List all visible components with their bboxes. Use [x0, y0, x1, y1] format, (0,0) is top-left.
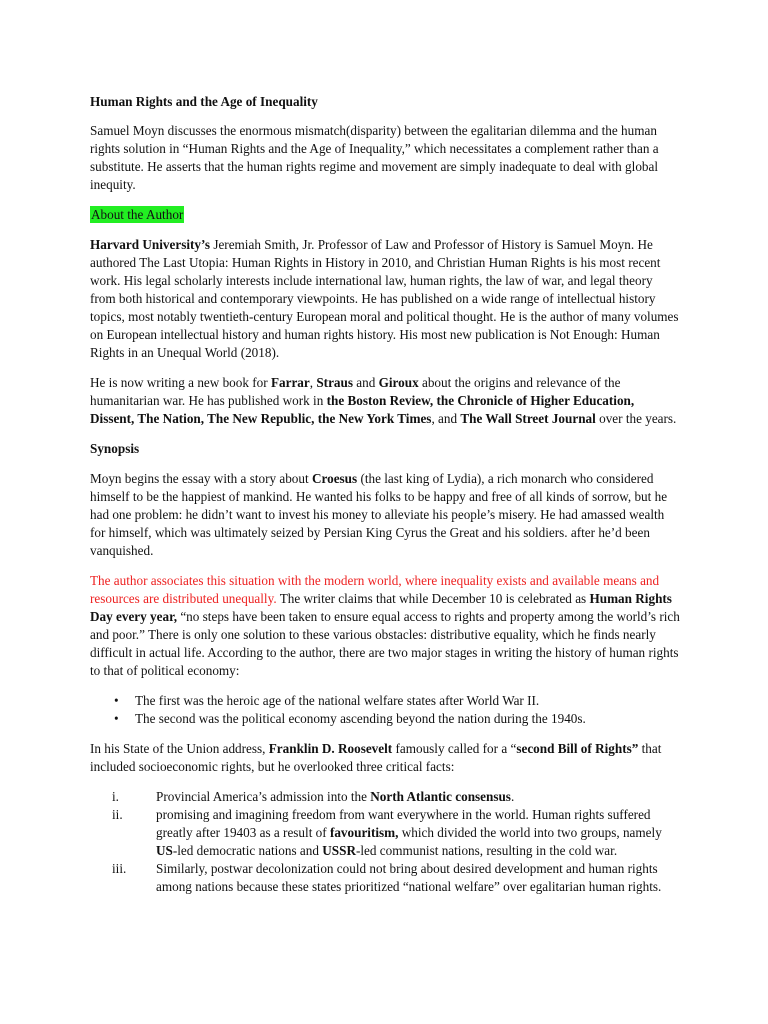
synopsis-paragraph-1 — [90, 470, 680, 560]
list-item: • The second was the political economy ascending beyond the nation during the 1940s. — [90, 710, 680, 728]
fact-bold: USSR — [322, 843, 356, 858]
about-p2-bold-farrar: Farrar — [270, 375, 310, 390]
list-item: • The first was the heroic age of the national welfare states after World War II. — [90, 692, 680, 710]
about-bold-university: Harvard University’s — [90, 237, 211, 252]
synopsis-p1-text-1: Moyn begins the essay with a story about — [90, 471, 312, 486]
list-item — [90, 860, 680, 896]
about-heading: About the Author — [91, 207, 184, 222]
fact-bold: North Atlantic consensus — [370, 789, 511, 804]
about-p2-text-1: He is now writing a new book for — [90, 375, 271, 390]
list-item — [90, 806, 680, 860]
stages-bullet-list — [90, 692, 680, 728]
list-number: i. — [112, 789, 119, 804]
synopsis-paragraph-3 — [90, 740, 680, 776]
synopsis-p3-text-3: that included socioeconomic rights, but he overlooked three critical facts: — [90, 741, 662, 774]
about-p2-text-3: and — [352, 375, 379, 390]
synopsis-paragraph-2 — [90, 572, 680, 680]
about-p2-text-6: over the years. — [595, 411, 677, 426]
about-heading-line — [90, 206, 680, 224]
synopsis-p1-text-2: (the last king of Lydia), a rich monarch who considered himself to be the happiest of mankind. He wanted his folks to be happy and free of all kinds of sorrow, but he had one problem: he didn’t want to invest his money to alleviate his people’s misery. He had amassed wealth for himself, which was ultimately seized by Persian King Cyrus the Great and his soldiers. after he’d been vanquished. — [90, 471, 668, 558]
list-number: iii. — [112, 861, 127, 876]
synopsis-p2-red-text: The author associates this situation with the modern world, where inequality exists and available means and resources are distributed unequally. — [90, 573, 660, 606]
fact-text: Similarly, postwar decolonization could not bring about desired development and human rights among nations because these states prioritized “national welfare” over egalitarian human rights. — [156, 861, 662, 894]
fact-text: promising and imagining freedom from want everywhere in the world. Human rights suffered greatly after 19403 as a result of — [156, 807, 651, 840]
list-number: ii. — [112, 807, 123, 822]
about-text-1: Jeremiah Smith, Jr. Professor of Law and Professor of History is Samuel Moyn. He authored The Last Utopia: Human Rights in History in 2010, and Christian Human Rights is his most recent work. His legal scholarly interests include international law, human rights, the law of war, and legal theory from both historical and contemporary viewpoints. He has published on a wide range of intellectual history topics, most notably twentieth-century European moral and political thought. He is the author of many volumes on European intellectual history and human rights history. His most new publication is Not Enough: Human Rights in an Unequal World (2018). — [90, 237, 679, 360]
synopsis-p3-bold-bill: second Bill of Rights” — [516, 741, 639, 756]
synopsis-p2-bold-hrday: Human Rights Day every year, — [90, 591, 672, 624]
fact-text: Provincial America’s admission into the — [156, 789, 371, 804]
about-p2-bold-giroux: Giroux — [378, 375, 419, 390]
fact-text: which divided the world into two groups, namely — [398, 825, 662, 840]
fact-text: . — [510, 789, 515, 804]
synopsis-p3-text-1: In his State of the Union address, — [90, 741, 269, 756]
list-item — [90, 788, 680, 806]
about-p2-bold-wsj: The Wall Street Journal — [460, 411, 596, 426]
about-paragraph-1 — [90, 236, 680, 362]
document-title: Human Rights and the Age of Inequality — [90, 94, 318, 109]
synopsis-p2-text-2: “no steps have been taken to ensure equal access to rights and property among the world’s rich and poor.” There is only one solution to these various obstacles: distributive equality, which he finds nearly difficult in actual life. According to the author, there are two major stages in writing the history of human rights to that of political economy: — [90, 609, 680, 678]
about-p2-bold-straus: Straus — [316, 375, 353, 390]
synopsis-p3-text-2: famously called for a “ — [392, 741, 517, 756]
synopsis-p3-bold-fdr: Franklin D. Roosevelt — [268, 741, 393, 756]
fact-text: -led democratic nations and — [172, 843, 323, 858]
about-paragraph-2 — [90, 374, 680, 428]
about-p2-text-2: , — [309, 375, 317, 390]
facts-roman-list — [90, 788, 680, 896]
fact-text: -led communist nations, resulting in the cold war. — [355, 843, 618, 858]
intro-paragraph: Samuel Moyn discusses the enormous mismatch(disparity) between the egalitarian dilemma and the human rights solution in “Human Rights and the Age of Inequality,” which necessitates a complement rather than a substitute. He asserts that the human rights regime and movement are simply inadequate to deal with global inequity. — [90, 123, 659, 192]
about-p2-bold-publications: the Boston Review, the Chronicle of Higher Education, Dissent, The Nation, The New Republic, the New York Times — [90, 393, 635, 426]
fact-bold: favouritism, — [329, 825, 399, 840]
synopsis-heading: Synopsis — [90, 441, 140, 456]
synopsis-p1-bold-croesus: Croesus — [311, 471, 358, 486]
fact-bold: US — [156, 843, 173, 858]
about-p2-text-4: about the origins and relevance of the humanitarian war. He has published work in — [90, 375, 621, 408]
about-p2-text-5: , and — [431, 411, 461, 426]
synopsis-p2-text-1: The writer claims that while December 10 is celebrated as — [276, 591, 590, 606]
